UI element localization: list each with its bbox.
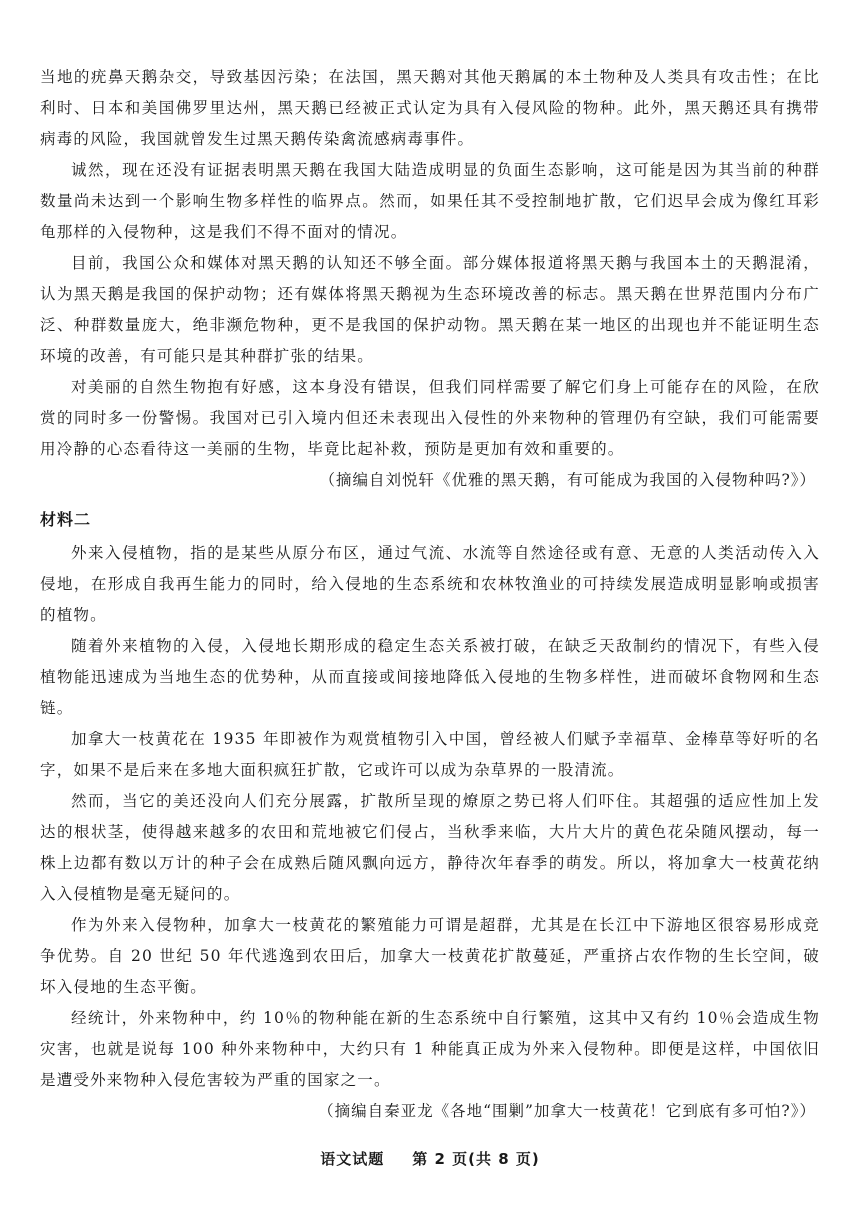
paragraph: 当地的疣鼻天鹅杂交，导致基因污染；在法国，黑天鹅对其他天鹅属的本土物种及人类具有攻击性；在比利时、日本和美国佛罗里达州，黑天鹅已经被正式认定为具有入侵风险的物种。此外，黑天鹅还具有携带病毒的风险，我国就曾发生过黑天鹅传染禽流感病毒事件。	[40, 68, 820, 148]
material-two-section	[40, 506, 820, 1127]
paragraph: 目前，我国公众和媒体对黑天鹅的认知还不够全面。部分媒体报道将黑天鹅与我国本土的天鹅混淆，认为黑天鹅是我国的保护动物；还有媒体将黑天鹅视为生态环境改善的标志。黑天鹅在世界范围内分布广泛、种群数量庞大，绝非濒危物种，更不是我国的保护动物。黑天鹅在某一地区的出现也并不能证明生态环境的改善，有可能只是其种群扩张的结果。	[40, 254, 820, 365]
paragraph: 经统计，外来物种中，约 10％的物种能在新的生态系统中自行繁殖，这其中又有约 10％会造成生物灾害，也就是说每 100 种外来物种中，大约只有 1 种能真正成为外来入侵物种。即便是这样，中国依旧是遭受外来物种入侵危害较为严重的国家之一。	[40, 1009, 820, 1089]
exam-page-body	[40, 62, 820, 1127]
section-heading: 材料二	[40, 510, 92, 529]
paragraph: 外来入侵植物，指的是某些从原分布区，通过气流、水流等自然途径或有意、无意的人类活动传入入侵地，在形成自我再生能力的同时，给入侵地的生态系统和农林牧渔业的可持续发展造成明显影响或损害的植物。	[40, 544, 820, 624]
page-footer	[0, 1148, 860, 1169]
footer-page-number: 第 2 页(共 8 页)	[412, 1150, 540, 1168]
paragraph: 随着外来植物的入侵，入侵地长期形成的稳定生态关系被打破，在缺乏天敌制约的情况下，有些入侵植物能迅速成为当地生态的优势种，从而直接或间接地降低入侵地的生物多样性，进而破坏食物网和生态链。	[40, 637, 820, 717]
paragraph: 作为外来入侵物种，加拿大一枝黄花的繁殖能力可谓是超群，尤其是在长江中下游地区很容易形成竞争优势。自 20 世纪 50 年代逃逸到农田后，加拿大一枝黄花扩散蔓延，严重挤占农作物的生长空间，破坏入侵地的生态平衡。	[40, 916, 820, 996]
paragraph: 诚然，现在还没有证据表明黑天鹅在我国大陆造成明显的负面生态影响，这可能是因为其当前的种群数量尚未达到一个影响生物多样性的临界点。然而，如果任其不受控制地扩散，它们迟早会成为像红耳彩龟那样的入侵物种，这是我们不得不面对的情况。	[40, 161, 820, 241]
paragraph: 对美丽的自然生物抱有好感，这本身没有错误，但我们同样需要了解它们身上可能存在的风险，在欣赏的同时多一份警惕。我国对已引入境内但还未表现出入侵性的外来物种的管理仍有空缺，我们可能需要用冷静的心态看待这一美丽的生物，毕竟比起补救，预防是更加有效和重要的。	[40, 378, 820, 458]
source-citation: （摘编自秦亚龙《各地“围剿”加拿大一枝黄花！它到底有多可怕?》）	[318, 1102, 816, 1120]
source-citation: （摘编自刘悦轩《优雅的黑天鹅，有可能成为我国的入侵物种吗?》）	[319, 471, 816, 489]
paragraph: 然而，当它的美还没向人们充分展露，扩散所呈现的燎原之势已将人们吓住。其超强的适应性加上发达的根状茎，使得越来越多的农田和荒地被它们侵占，当秋季来临，大片大片的黄色花朵随风摆动，每一株上边都有数以万计的种子会在成熟后随风飘向远方，静待次年春季的萌发。所以，将加拿大一枝黄花纳入入侵植物是毫无疑问的。	[40, 792, 820, 903]
paragraph: 加拿大一枝黄花在 1935 年即被作为观赏植物引入中国，曾经被人们赋予幸福草、金棒草等好听的名字，如果不是后来在多地大面积疯狂扩散，它或许可以成为杂草界的一股清流。	[40, 730, 820, 779]
footer-subject: 语文试题	[320, 1150, 385, 1168]
material-one-section	[40, 62, 820, 496]
